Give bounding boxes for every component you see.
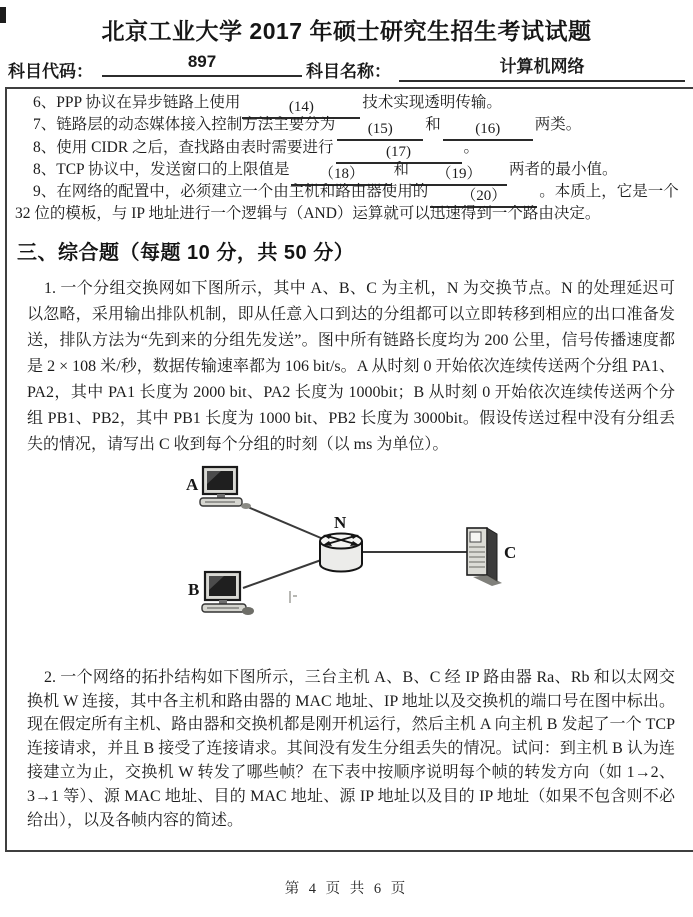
host-b-computer-icon	[202, 572, 254, 615]
section-heading: 三、综合题（每题 10 分，共 50 分）	[17, 241, 355, 264]
q7-text-post: 两类。	[534, 116, 582, 134]
q9-text-post: 。本质上，它是一个	[539, 183, 679, 201]
node-label-n: N	[334, 512, 347, 532]
q8a-blank-17: (17)	[336, 142, 462, 164]
q8a-text-pre: 8、使用 CIDR 之后，查找路由表时需要进行	[33, 138, 334, 156]
q7-blank-15: (15)	[337, 119, 423, 141]
q8a-text-post: 。	[463, 138, 480, 156]
q6-text-pre: 6、PPP 协议在异步链路上使用	[33, 94, 241, 111]
page-title: 北京工业大学 2017 年硕士研究生招生考试试题	[101, 18, 592, 44]
q6-text-post: 技术实现透明传输。	[362, 94, 502, 111]
fill-blank-question-6	[33, 92, 685, 114]
q8b-text-post: 两者的最小值。	[509, 160, 618, 178]
question-2-text: 2. 一个网络的拓扑结构如下图所示，三台主机 A、B、C 经 IP 路由器 Ra、Rb 和以太网交换机 W 连接，其中各主机和路由器的 MAC 地址、IP 地址以及交换机的端口号在图中标出。现在假定所有主机、路由器和交换机都是刚开机运行，然后主机 A 向主机 B 发起了一个 TCP 连接请求，并且 B 接受了连接请求。其间没有发生分组丢失的情况。试问：到主机 B 认为连接建立为止，交换机 W 转发了哪些帧？在下表中按顺序说明每个帧的转发方向（如 1→2、3→1 等）、源 MAC 地址、目的 MAC 地址、源 IP 地址以及目的 IP 地址（如果不包含则不必给出），以及各帧内容的简述。	[27, 668, 675, 829]
network-diagram-svg	[15, 462, 685, 658]
network-topology-diagram	[15, 462, 685, 658]
q9-blank-20: （20）	[430, 186, 537, 208]
question-area	[5, 87, 693, 852]
fill-blank-question-9-line2: 32 位的模板，与 IP 地址进行一个逻辑与（AND）运算就可以迅速得到一个路由决定。	[15, 205, 601, 223]
q7-blank-16: (16)	[443, 119, 533, 141]
subject-name-value: 计算机网络	[399, 52, 685, 82]
q8b-text-mid: 和	[393, 160, 409, 178]
q8b-blank-18: （18）	[291, 164, 391, 186]
switch-node-n-router-icon	[320, 533, 362, 571]
node-label-c: C	[504, 542, 517, 562]
host-a-computer-icon	[200, 467, 251, 509]
fill-blank-question-9-line1	[33, 181, 685, 203]
q7-text-mid: 和	[425, 116, 441, 134]
node-label-b: B	[188, 579, 200, 599]
subject-name-label: 科目名称：	[306, 62, 391, 81]
fill-blank-question-8a	[33, 137, 685, 159]
fill-blank-question-8b	[33, 159, 685, 181]
q8b-text-pre: 8、TCP 协议中，发送窗口的上限值是	[33, 160, 290, 178]
subject-code-value: 897	[102, 52, 302, 77]
q6-blank-14: (14)	[242, 97, 360, 119]
question-1-text: 1. 一个分组交换网如下图所示，其中 A、B、C 为主机，N 为交换节点。N 的处理延迟可以忽略，采用输出排队机制，即从任意入口到达的分组都可以立即转移到相应的出口准备发送，排队方法为“先到来的分组先发送”。图中所有链路长度均为 200 公里，信号传播速度都是 2 × 108 米/秒，数据传输速率都为 106 bit/s。A 从时刻 0 开始依次连续传送两个分组 PA1、PA2，其中 PA1 长度为 2000 bit、PA2 长度为 1000bit；B 从时刻 0 开始依次连续传送两个分组 PB1、PB2，其中 PB1 长度为 1000 bit、PB2 长度为 3000bit。假设传送过程中没有分组丢失的情况，请写出 C 收到每个分组的时刻（以 ms 为单位）。	[27, 279, 675, 453]
link-b-n	[243, 559, 324, 588]
q9-text-pre: 9、在网络的配置中，必须建立一个由主机和路由器使用的	[33, 183, 429, 201]
fill-blank-question-7	[33, 114, 685, 136]
subject-code-label: 科目代码：	[8, 62, 93, 81]
q8b-blank-19: （19）	[411, 164, 507, 186]
q7-text-pre: 7、链路层的动态媒体接入控制方法主要分为	[33, 116, 336, 134]
node-label-a: A	[186, 474, 199, 494]
pencil-mark-artifact	[290, 591, 297, 603]
server-c-icon	[467, 528, 502, 586]
page-footer: 第 4 页 共 6 页	[284, 881, 409, 897]
